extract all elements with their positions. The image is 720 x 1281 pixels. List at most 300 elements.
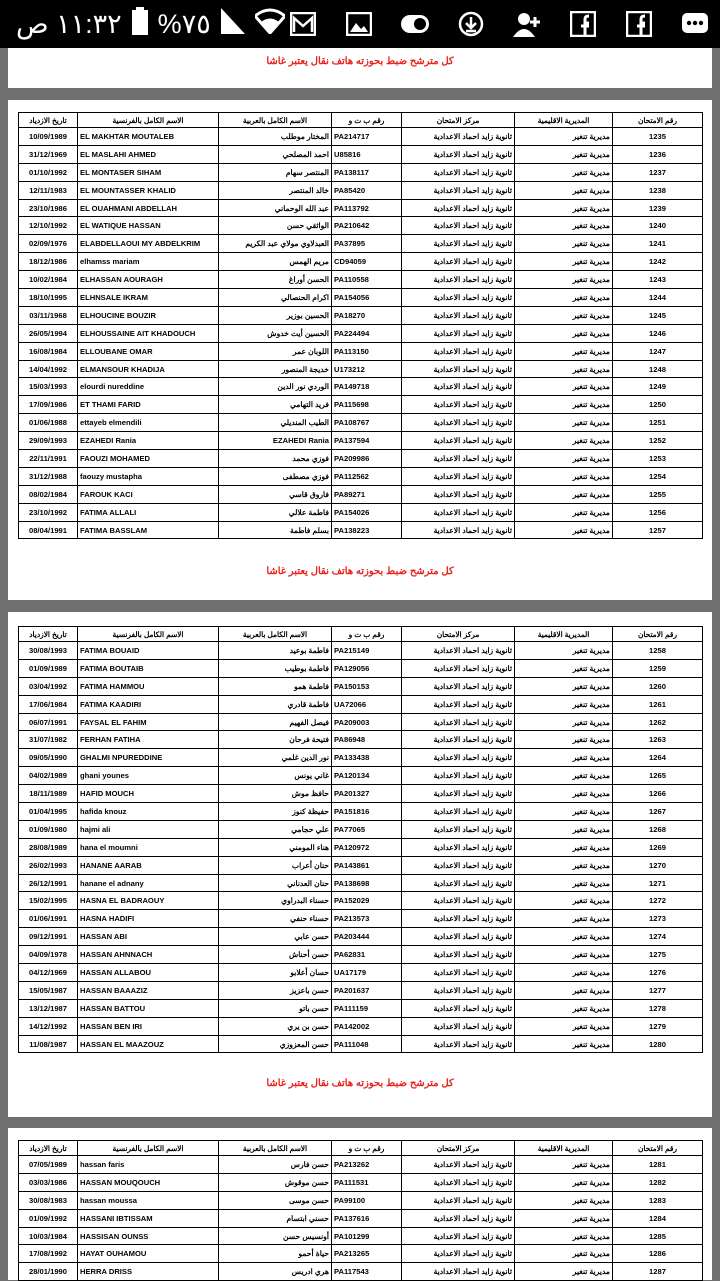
- cell-exam-no: 1257: [613, 521, 703, 539]
- cell-cin: PA120972: [332, 838, 402, 856]
- cell-directorate: مديرية تنغير: [515, 521, 613, 539]
- cell-exam-no: 1247: [613, 342, 703, 360]
- cell-exam-no: 1261: [613, 695, 703, 713]
- cell-name-ar: خالد المنتصر: [219, 181, 332, 199]
- table-row: [19, 928, 703, 946]
- cell-name-fr: ELHOUCINE BOUZIR: [78, 306, 219, 324]
- cell-name-fr: HAFID MOUCH: [78, 785, 219, 803]
- cell-name-ar: العبدلاوي مولاي عبد الكريم: [219, 235, 332, 253]
- cell-cin: PA201327: [332, 785, 402, 803]
- table-row: [19, 946, 703, 964]
- cell-birth-date: 01/09/1992: [19, 1209, 78, 1227]
- table-row: [19, 360, 703, 378]
- header-name-fr: الاسم الكامل بالفرنسية: [78, 627, 219, 642]
- cell-name-fr: hajmi ali: [78, 820, 219, 838]
- header-cin: رقم ب ت و: [332, 113, 402, 128]
- table-header-row: [19, 627, 703, 642]
- header-cin: رقم ب ت و: [332, 1141, 402, 1156]
- cell-cin: PA101299: [332, 1227, 402, 1245]
- header-name-ar: الاسم الكامل بالعربية: [219, 113, 332, 128]
- cell-name-ar: حسناء حنفي: [219, 910, 332, 928]
- cell-cin: PA209986: [332, 450, 402, 468]
- cell-directorate: مديرية تنغير: [515, 360, 613, 378]
- cell-name-ar: حافظ موش: [219, 785, 332, 803]
- cell-center: ثانوية زايد احماد الاعدادية: [402, 820, 515, 838]
- table-row: [19, 981, 703, 999]
- cell-exam-no: 1272: [613, 892, 703, 910]
- table-row: [19, 450, 703, 468]
- cell-exam-no: 1286: [613, 1245, 703, 1263]
- cell-name-ar: هري ادريس: [219, 1263, 332, 1281]
- table-row: [19, 749, 703, 767]
- cell-name-ar: فاطمة بوطيب: [219, 659, 332, 677]
- cell-cin: PA152029: [332, 892, 402, 910]
- more-icon: [680, 9, 710, 39]
- cell-directorate: مديرية تنغير: [515, 414, 613, 432]
- cell-name-fr: HASSAN AHNNACH: [78, 946, 219, 964]
- cell-exam-no: 1251: [613, 414, 703, 432]
- cell-name-ar: الحسن أوراغ: [219, 271, 332, 289]
- cell-cin: PA151816: [332, 803, 402, 821]
- cell-cin: UA17179: [332, 964, 402, 982]
- table-row: [19, 910, 703, 928]
- table-row: [19, 217, 703, 235]
- cell-birth-date: 03/03/1986: [19, 1173, 78, 1191]
- cell-center: ثانوية زايد احماد الاعدادية: [402, 642, 515, 660]
- cell-birth-date: 01/06/1988: [19, 414, 78, 432]
- cell-center: ثانوية زايد احماد الاعدادية: [402, 767, 515, 785]
- cell-center: ثانوية زايد احماد الاعدادية: [402, 289, 515, 307]
- cell-name-fr: ettayeb elmendili: [78, 414, 219, 432]
- cell-cin: PA143861: [332, 856, 402, 874]
- table-row: [19, 803, 703, 821]
- cell-cin: PA137616: [332, 1209, 402, 1227]
- cell-directorate: مديرية تنغير: [515, 928, 613, 946]
- cell-directorate: مديرية تنغير: [515, 964, 613, 982]
- cell-name-fr: HASSAN BEN IRI: [78, 1017, 219, 1035]
- cell-exam-no: 1250: [613, 396, 703, 414]
- cell-cin: PA115698: [332, 396, 402, 414]
- cell-directorate: مديرية تنغير: [515, 271, 613, 289]
- header-name-fr: الاسم الكامل بالفرنسية: [78, 1141, 219, 1156]
- cell-directorate: مديرية تنغير: [515, 642, 613, 660]
- cell-directorate: مديرية تنغير: [515, 450, 613, 468]
- cell-name-ar: حسن فارس: [219, 1156, 332, 1174]
- cell-name-ar: فريد التهامي: [219, 396, 332, 414]
- cell-cin: CD94059: [332, 253, 402, 271]
- cell-name-ar: المختار موطلب: [219, 128, 332, 146]
- cell-center: ثانوية زايد احماد الاعدادية: [402, 1191, 515, 1209]
- cell-name-fr: ghani younes: [78, 767, 219, 785]
- cell-directorate: مديرية تنغير: [515, 946, 613, 964]
- cell-directorate: مديرية تنغير: [515, 1017, 613, 1035]
- cell-center: ثانوية زايد احماد الاعدادية: [402, 163, 515, 181]
- cell-cin: PA77065: [332, 820, 402, 838]
- cell-center: ثانوية زايد احماد الاعدادية: [402, 1245, 515, 1263]
- cell-birth-date: 30/08/1983: [19, 1191, 78, 1209]
- cell-cin: PA18270: [332, 306, 402, 324]
- table-row: [19, 163, 703, 181]
- cell-birth-date: 14/12/1992: [19, 1017, 78, 1035]
- cell-name-fr: HASSAN MOUQOUCH: [78, 1173, 219, 1191]
- cell-exam-no: 1281: [613, 1156, 703, 1174]
- cell-center: ثانوية زايد احماد الاعدادية: [402, 749, 515, 767]
- cell-birth-date: 23/10/1992: [19, 503, 78, 521]
- cell-cin: UA72066: [332, 695, 402, 713]
- header-name-fr: الاسم الكامل بالفرنسية: [78, 113, 219, 128]
- cell-cin: PA149718: [332, 378, 402, 396]
- cell-exam-no: 1252: [613, 432, 703, 450]
- cell-cin: PA210642: [332, 217, 402, 235]
- cell-name-ar: علي حجامي: [219, 820, 332, 838]
- cell-exam-no: 1275: [613, 946, 703, 964]
- cell-name-fr: HAYAT OUHAMOU: [78, 1245, 219, 1263]
- cell-name-ar: حسناء البدراوي: [219, 892, 332, 910]
- cell-birth-date: 15/02/1995: [19, 892, 78, 910]
- notification-icons: [288, 6, 710, 42]
- cell-directorate: مديرية تنغير: [515, 820, 613, 838]
- table-row: [19, 306, 703, 324]
- cell-center: ثانوية زايد احماد الاعدادية: [402, 1173, 515, 1191]
- cell-exam-no: 1236: [613, 145, 703, 163]
- cell-name-fr: EL OUAHMANI ABDELLAH: [78, 199, 219, 217]
- cell-exam-no: 1276: [613, 964, 703, 982]
- cell-exam-no: 1245: [613, 306, 703, 324]
- cell-name-ar: خديجة المنصور: [219, 360, 332, 378]
- cell-center: ثانوية زايد احماد الاعدادية: [402, 324, 515, 342]
- table-row: [19, 713, 703, 731]
- cell-center: ثانوية زايد احماد الاعدادية: [402, 306, 515, 324]
- cell-center: ثانوية زايد احماد الاعدادية: [402, 450, 515, 468]
- cell-center: ثانوية زايد احماد الاعدادية: [402, 217, 515, 235]
- cell-exam-no: 1258: [613, 642, 703, 660]
- cell-birth-date: 15/03/1993: [19, 378, 78, 396]
- cell-name-ar: فاطمة قادري: [219, 695, 332, 713]
- cell-birth-date: 16/08/1984: [19, 342, 78, 360]
- cell-cin: PA113792: [332, 199, 402, 217]
- cell-name-ar: حسن بن يري: [219, 1017, 332, 1035]
- cell-center: ثانوية زايد احماد الاعدادية: [402, 695, 515, 713]
- document-page: [8, 48, 712, 88]
- warning-note: كل مترشح ضبط بحوزته هاتف نقال يعتبر غاشا: [266, 56, 454, 67]
- cell-name-fr: EL MASLAHI AHMED: [78, 145, 219, 163]
- cell-name-fr: EL WATIQUE HASSAN: [78, 217, 219, 235]
- table-row: [19, 874, 703, 892]
- cell-cin: PA154056: [332, 289, 402, 307]
- cell-cin: PA224494: [332, 324, 402, 342]
- cell-exam-no: 1249: [613, 378, 703, 396]
- cell-exam-no: 1248: [613, 360, 703, 378]
- cell-cin: U173212: [332, 360, 402, 378]
- cell-name-ar: حسني ابتسام: [219, 1209, 332, 1227]
- cell-center: ثانوية زايد احماد الاعدادية: [402, 731, 515, 749]
- gallery-icon: [344, 9, 374, 39]
- cell-center: ثانوية زايد احماد الاعدادية: [402, 1156, 515, 1174]
- cell-center: ثانوية زايد احماد الاعدادية: [402, 892, 515, 910]
- cell-center: ثانوية زايد احماد الاعدادية: [402, 874, 515, 892]
- cell-name-ar: حنان العدناني: [219, 874, 332, 892]
- cell-cin: PA214717: [332, 128, 402, 146]
- table-row: [19, 235, 703, 253]
- table-row: [19, 838, 703, 856]
- header-exam-no: رقم الامتحان: [613, 627, 703, 642]
- cell-center: ثانوية زايد احماد الاعدادية: [402, 910, 515, 928]
- cell-name-fr: HASSAN ALLABOU: [78, 964, 219, 982]
- table-row: [19, 677, 703, 695]
- cell-name-fr: HERRA DRISS: [78, 1263, 219, 1281]
- cell-directorate: مديرية تنغير: [515, 1227, 613, 1245]
- add-user-icon: [512, 9, 542, 39]
- cell-center: ثانوية زايد احماد الاعدادية: [402, 378, 515, 396]
- header-center: مركز الامتحان: [402, 627, 515, 642]
- cell-directorate: مديرية تنغير: [515, 1263, 613, 1281]
- cell-birth-date: 04/02/1989: [19, 767, 78, 785]
- table-row: [19, 767, 703, 785]
- cell-center: ثانوية زايد احماد الاعدادية: [402, 503, 515, 521]
- cell-name-ar: عبد الله الوحماني: [219, 199, 332, 217]
- cell-directorate: مديرية تنغير: [515, 378, 613, 396]
- cell-directorate: مديرية تنغير: [515, 396, 613, 414]
- cell-birth-date: 04/12/1969: [19, 964, 78, 982]
- cell-exam-no: 1277: [613, 981, 703, 999]
- cell-name-fr: EL MOUNTASSER KHALID: [78, 181, 219, 199]
- cell-name-fr: FAOUZI MOHAMED: [78, 450, 219, 468]
- cell-birth-date: 14/04/1992: [19, 360, 78, 378]
- document-page: [8, 612, 712, 1117]
- cell-center: ثانوية زايد احماد الاعدادية: [402, 981, 515, 999]
- cell-exam-no: 1240: [613, 217, 703, 235]
- cell-exam-no: 1278: [613, 999, 703, 1017]
- cell-birth-date: 31/07/1982: [19, 731, 78, 749]
- table-row: [19, 1017, 703, 1035]
- cell-directorate: مديرية تنغير: [515, 785, 613, 803]
- cell-name-ar: فاطمة بوعيد: [219, 642, 332, 660]
- cell-cin: PA138698: [332, 874, 402, 892]
- cell-name-fr: HASSAN ABI: [78, 928, 219, 946]
- cell-name-fr: FATIMA BASSLAM: [78, 521, 219, 539]
- table-row: [19, 642, 703, 660]
- cell-name-fr: HASSAN BATTOU: [78, 999, 219, 1017]
- cell-center: ثانوية زايد احماد الاعدادية: [402, 785, 515, 803]
- cell-birth-date: 03/04/1992: [19, 677, 78, 695]
- cell-directorate: مديرية تنغير: [515, 910, 613, 928]
- cell-directorate: مديرية تنغير: [515, 289, 613, 307]
- cell-birth-date: 31/12/1969: [19, 145, 78, 163]
- cell-directorate: مديرية تنغير: [515, 1156, 613, 1174]
- cell-cin: PA62831: [332, 946, 402, 964]
- table-row: [19, 1156, 703, 1174]
- cell-center: ثانوية زايد احماد الاعدادية: [402, 946, 515, 964]
- cell-name-fr: hanane el adnany: [78, 874, 219, 892]
- cell-directorate: مديرية تنغير: [515, 342, 613, 360]
- cell-name-ar: الوردي نور الدين: [219, 378, 332, 396]
- cell-name-ar: حسن عابي: [219, 928, 332, 946]
- cell-cin: PA215149: [332, 642, 402, 660]
- cell-birth-date: 28/08/1989: [19, 838, 78, 856]
- cell-birth-date: 08/04/1991: [19, 521, 78, 539]
- cell-center: ثانوية زايد احماد الاعدادية: [402, 414, 515, 432]
- cell-name-fr: hafida knouz: [78, 803, 219, 821]
- cell-center: ثانوية زايد احماد الاعدادية: [402, 1017, 515, 1035]
- cell-center: ثانوية زايد احماد الاعدادية: [402, 838, 515, 856]
- cell-birth-date: 07/05/1989: [19, 1156, 78, 1174]
- clock: ١١:٣٢ ص: [16, 8, 122, 39]
- header-exam-no: رقم الامتحان: [613, 113, 703, 128]
- cell-name-fr: FATIMA HAMMOU: [78, 677, 219, 695]
- cell-name-fr: faouzy mustapha: [78, 467, 219, 485]
- table-row: [19, 253, 703, 271]
- cell-cin: PA137594: [332, 432, 402, 450]
- cell-exam-no: 1282: [613, 1173, 703, 1191]
- header-directorate: المديرية الاقليمية: [515, 113, 613, 128]
- table-row: [19, 396, 703, 414]
- header-name-ar: الاسم الكامل بالعربية: [219, 1141, 332, 1156]
- table-row: [19, 856, 703, 874]
- signal-icon: [221, 8, 245, 41]
- table-row: [19, 342, 703, 360]
- cell-birth-date: 08/02/1984: [19, 485, 78, 503]
- cell-directorate: مديرية تنغير: [515, 981, 613, 999]
- cell-name-fr: HASNA HADIFI: [78, 910, 219, 928]
- cell-center: ثانوية زايد احماد الاعدادية: [402, 360, 515, 378]
- cell-birth-date: 26/12/1991: [19, 874, 78, 892]
- cell-name-fr: ELLOUBANE OMAR: [78, 342, 219, 360]
- cell-directorate: مديرية تنغير: [515, 503, 613, 521]
- cell-name-ar: حسن موسى: [219, 1191, 332, 1209]
- cell-center: ثانوية زايد احماد الاعدادية: [402, 128, 515, 146]
- cell-name-ar: احمد المصلحي: [219, 145, 332, 163]
- cell-cin: PA129056: [332, 659, 402, 677]
- table-row: [19, 659, 703, 677]
- document-page: [8, 100, 712, 600]
- cell-center: ثانوية زايد احماد الاعدادية: [402, 253, 515, 271]
- cell-name-ar: غاني يونس: [219, 767, 332, 785]
- cell-cin: PA203444: [332, 928, 402, 946]
- cell-cin: PA138117: [332, 163, 402, 181]
- wifi-icon: [255, 8, 285, 41]
- cell-name-ar: المنتصر سهام: [219, 163, 332, 181]
- header-directorate: المديرية الاقليمية: [515, 627, 613, 642]
- cell-exam-no: 1255: [613, 485, 703, 503]
- cell-cin: PA117543: [332, 1263, 402, 1281]
- table-row: [19, 695, 703, 713]
- cell-exam-no: 1262: [613, 713, 703, 731]
- cell-birth-date: 09/12/1991: [19, 928, 78, 946]
- cell-cin: U85816: [332, 145, 402, 163]
- battery-icon: [132, 7, 148, 42]
- cell-name-ar: حسن باعزيز: [219, 981, 332, 999]
- cell-cin: PA86948: [332, 731, 402, 749]
- cell-birth-date: 10/09/1989: [19, 128, 78, 146]
- cell-exam-no: 1279: [613, 1017, 703, 1035]
- cell-cin: PA85420: [332, 181, 402, 199]
- cell-name-ar: حسان أعلابو: [219, 964, 332, 982]
- cell-exam-no: 1253: [613, 450, 703, 468]
- cell-directorate: مديرية تنغير: [515, 874, 613, 892]
- table-row: [19, 1263, 703, 1281]
- cell-birth-date: 17/09/1986: [19, 396, 78, 414]
- cell-center: ثانوية زايد احماد الاعدادية: [402, 145, 515, 163]
- cell-exam-no: 1265: [613, 767, 703, 785]
- cell-directorate: مديرية تنغير: [515, 217, 613, 235]
- cell-center: ثانوية زايد احماد الاعدادية: [402, 928, 515, 946]
- cell-cin: PA37895: [332, 235, 402, 253]
- cell-directorate: مديرية تنغير: [515, 163, 613, 181]
- table-row: [19, 785, 703, 803]
- cell-directorate: مديرية تنغير: [515, 467, 613, 485]
- cell-exam-no: 1235: [613, 128, 703, 146]
- table-row: [19, 432, 703, 450]
- cell-name-ar: حنان أعراب: [219, 856, 332, 874]
- cell-name-fr: HANANE AARAB: [78, 856, 219, 874]
- cell-name-ar: فاطمة علالي: [219, 503, 332, 521]
- cell-exam-no: 1259: [613, 659, 703, 677]
- cell-directorate: مديرية تنغير: [515, 677, 613, 695]
- cell-name-fr: ELABDELLAOUI MY ABDELKRIM: [78, 235, 219, 253]
- cell-name-ar: هناء المومني: [219, 838, 332, 856]
- cell-cin: PA108767: [332, 414, 402, 432]
- table-row: [19, 892, 703, 910]
- status-bar: [0, 0, 720, 48]
- cell-cin: PA99100: [332, 1191, 402, 1209]
- cell-name-ar: الحسين أيت خدوش: [219, 324, 332, 342]
- cell-exam-no: 1287: [613, 1263, 703, 1281]
- table-row: [19, 503, 703, 521]
- cell-birth-date: 01/09/1989: [19, 659, 78, 677]
- cell-directorate: مديرية تنغير: [515, 128, 613, 146]
- header-center: مركز الامتحان: [402, 1141, 515, 1156]
- table-row: [19, 521, 703, 539]
- cell-name-ar: حياة أحمو: [219, 1245, 332, 1263]
- cell-birth-date: 29/09/1993: [19, 432, 78, 450]
- cell-birth-date: 15/05/1987: [19, 981, 78, 999]
- cell-directorate: مديرية تنغير: [515, 892, 613, 910]
- cell-directorate: مديرية تنغير: [515, 485, 613, 503]
- table-row: [19, 820, 703, 838]
- cell-name-fr: HASNA EL BADRAOUY: [78, 892, 219, 910]
- cell-name-ar: نور الدين غلمي: [219, 749, 332, 767]
- cell-name-ar: EZAHEDI Rania: [219, 432, 332, 450]
- cell-name-fr: elhamss mariam: [78, 253, 219, 271]
- cell-center: ثانوية زايد احماد الاعدادية: [402, 467, 515, 485]
- cell-directorate: مديرية تنغير: [515, 999, 613, 1017]
- table-row: [19, 128, 703, 146]
- cell-name-ar: حسن باتو: [219, 999, 332, 1017]
- cell-name-fr: ELHOUSSAINE AIT KHADOUCH: [78, 324, 219, 342]
- cell-cin: PA89271: [332, 485, 402, 503]
- table-row: [19, 414, 703, 432]
- header-name-ar: الاسم الكامل بالعربية: [219, 627, 332, 642]
- cell-name-fr: EL MAKHTAR MOUTALEB: [78, 128, 219, 146]
- cell-exam-no: 1241: [613, 235, 703, 253]
- cell-birth-date: 06/07/1991: [19, 713, 78, 731]
- cell-cin: PA142002: [332, 1017, 402, 1035]
- cell-center: ثانوية زايد احماد الاعدادية: [402, 1209, 515, 1227]
- cell-directorate: مديرية تنغير: [515, 1035, 613, 1053]
- table-row: [19, 271, 703, 289]
- cell-birth-date: 10/03/1984: [19, 1227, 78, 1245]
- cell-name-ar: اكرام الحنصالي: [219, 289, 332, 307]
- cell-name-fr: ELHNSALE IKRAM: [78, 289, 219, 307]
- cell-exam-no: 1264: [613, 749, 703, 767]
- table-row: [19, 1035, 703, 1053]
- table-row: [19, 181, 703, 199]
- document-page: [8, 1128, 712, 1280]
- cell-name-ar: أونسيس حسن: [219, 1227, 332, 1245]
- cell-directorate: مديرية تنغير: [515, 324, 613, 342]
- warning-note: كل مترشح ضبط بحوزته هاتف نقال يعتبر غاشا: [266, 566, 454, 577]
- header-center: مركز الامتحان: [402, 113, 515, 128]
